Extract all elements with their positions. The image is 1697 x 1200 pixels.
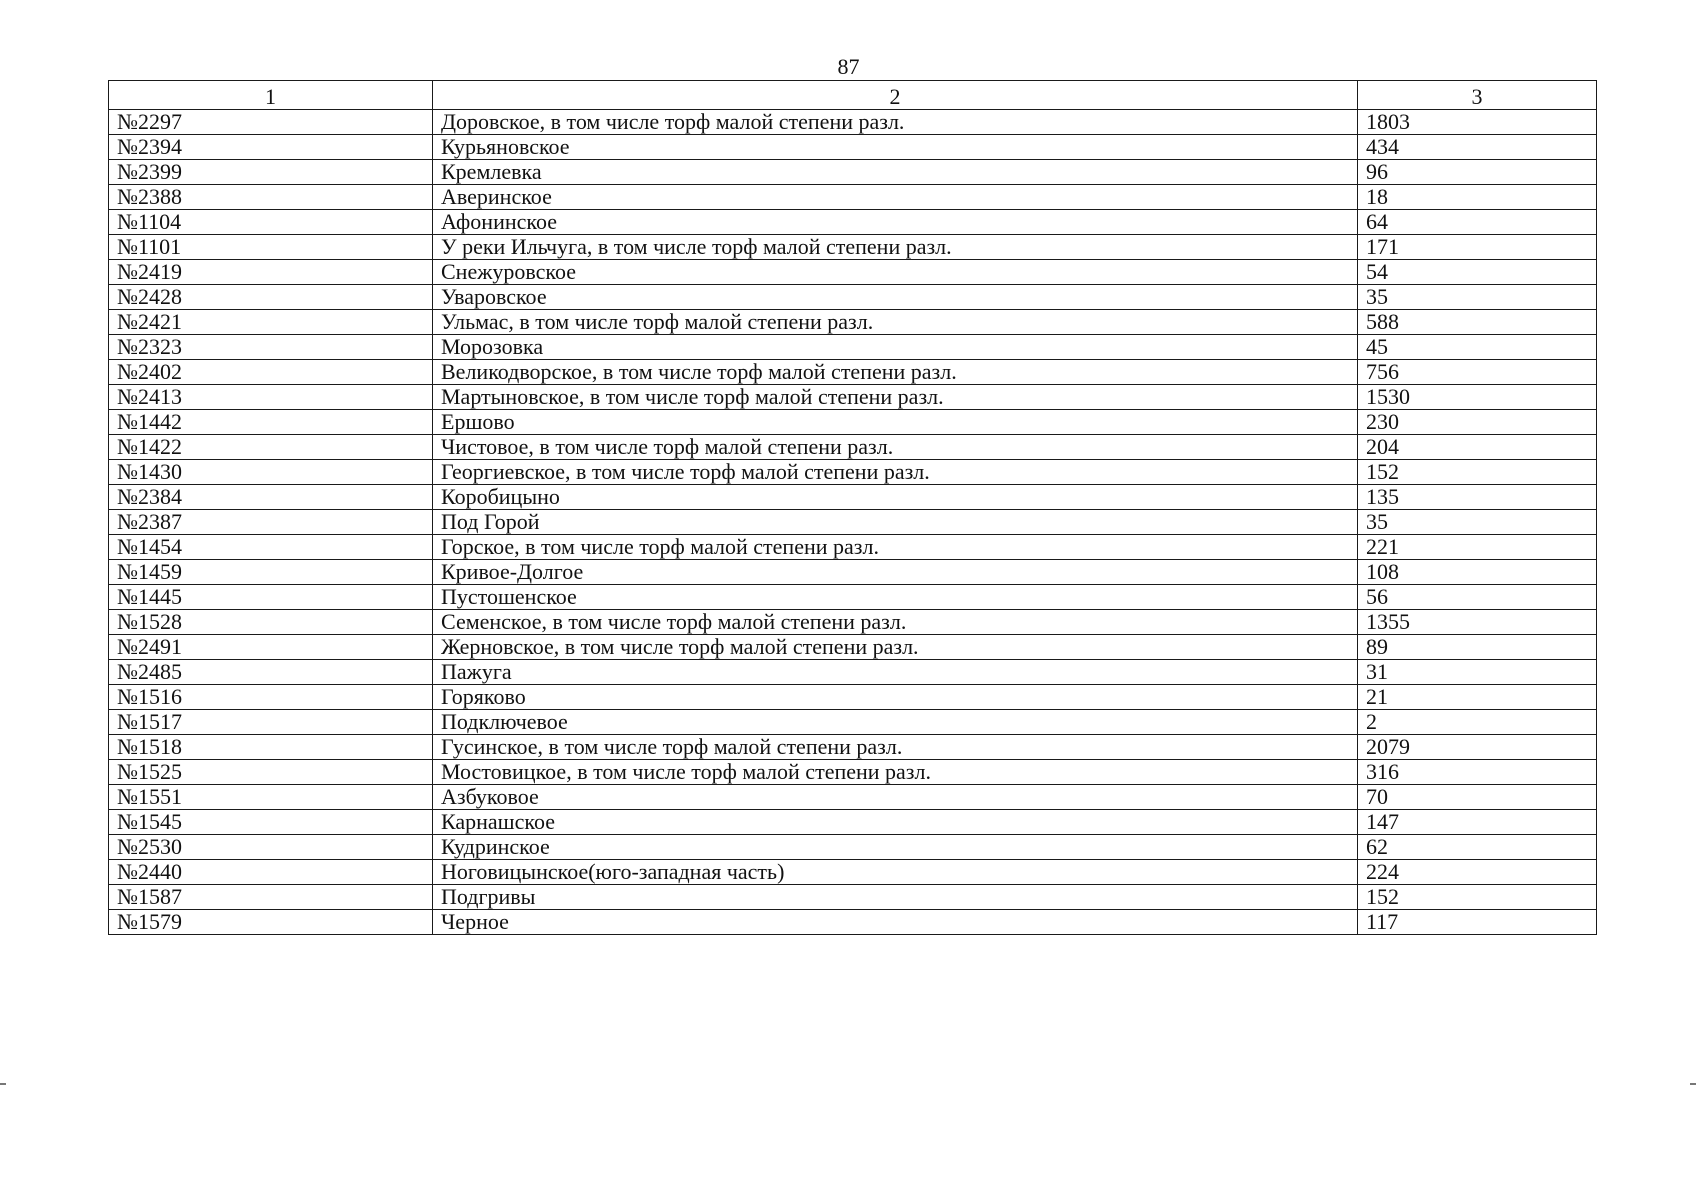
deposit-value-cell: 35 (1358, 510, 1597, 535)
deposit-name-cell: Кривое-Долгое (433, 560, 1358, 585)
deposit-number-cell: №1579 (109, 910, 433, 935)
table-row (109, 560, 1597, 585)
deposit-value-cell: 45 (1358, 335, 1597, 360)
table-row (109, 360, 1597, 385)
deposit-value-cell: 35 (1358, 285, 1597, 310)
deposit-value-cell: 434 (1358, 135, 1597, 160)
deposit-number-cell: №1525 (109, 760, 433, 785)
page-number (0, 54, 1697, 80)
deposit-name-cell: Ноговицынское(юго-западная часть) (433, 860, 1358, 885)
table-row (109, 760, 1597, 785)
table-row (109, 210, 1597, 235)
deposit-value-cell: 2079 (1358, 735, 1597, 760)
deposit-name-cell: Гусинское, в том числе торф малой степени разл. (433, 735, 1358, 760)
deposit-number-cell: №2428 (109, 285, 433, 310)
deposit-value-cell: 54 (1358, 260, 1597, 285)
deposit-number-cell: №2399 (109, 160, 433, 185)
table-row (109, 335, 1597, 360)
deposit-value-cell: 21 (1358, 685, 1597, 710)
deposit-name-cell: У реки Ильчуга, в том числе торф малой степени разл. (433, 235, 1358, 260)
deposit-name-cell: Мостовицкое, в том числе торф малой степени разл. (433, 760, 1358, 785)
deposit-number-cell: №2419 (109, 260, 433, 285)
deposit-value-cell: 756 (1358, 360, 1597, 385)
deposit-name-cell: Азбуковое (433, 785, 1358, 810)
deposit-name-cell: Черное (433, 910, 1358, 935)
deposit-number-cell: №1528 (109, 610, 433, 635)
table-body (109, 110, 1597, 935)
deposit-number-cell: №1459 (109, 560, 433, 585)
deposit-number-cell: №1422 (109, 435, 433, 460)
deposit-name-cell: Ершово (433, 410, 1358, 435)
deposit-number-cell: №1516 (109, 685, 433, 710)
deposit-number-cell: №2384 (109, 485, 433, 510)
deposit-value-cell: 89 (1358, 635, 1597, 660)
table-row (109, 510, 1597, 535)
deposit-number-cell: №2323 (109, 335, 433, 360)
table-row (109, 635, 1597, 660)
deposit-name-cell: Горяково (433, 685, 1358, 710)
deposit-value-cell: 96 (1358, 160, 1597, 185)
deposit-value-cell: 152 (1358, 460, 1597, 485)
deposit-number-cell: №2394 (109, 135, 433, 160)
table-row (109, 610, 1597, 635)
deposit-value-cell: 56 (1358, 585, 1597, 610)
page-number-text: 87 (837, 54, 860, 79)
scan-mark-right (1690, 1083, 1696, 1085)
table-row (109, 385, 1597, 410)
deposit-number-cell: №2530 (109, 835, 433, 860)
deposit-value-cell: 18 (1358, 185, 1597, 210)
deposit-name-cell: Горское, в том числе торф малой степени разл. (433, 535, 1358, 560)
deposit-number-cell: №2297 (109, 110, 433, 135)
deposit-name-cell: Ульмас, в том числе торф малой степени разл. (433, 310, 1358, 335)
deposit-number-cell: №2402 (109, 360, 433, 385)
deposit-name-cell: Великодворское, в том числе торф малой степени разл. (433, 360, 1358, 385)
deposit-name-cell: Коробицыно (433, 485, 1358, 510)
table-row (109, 585, 1597, 610)
header-col-1: 1 (109, 81, 433, 110)
deposit-name-cell: Семенское, в том числе торф малой степени разл. (433, 610, 1358, 635)
header-col-3: 3 (1358, 81, 1597, 110)
deposit-number-cell: №1454 (109, 535, 433, 560)
table-row (109, 535, 1597, 560)
deposit-value-cell: 171 (1358, 235, 1597, 260)
table-row (109, 735, 1597, 760)
deposit-value-cell: 221 (1358, 535, 1597, 560)
deposit-value-cell: 230 (1358, 410, 1597, 435)
deposit-number-cell: №1445 (109, 585, 433, 610)
table-row (109, 785, 1597, 810)
table-row (109, 810, 1597, 835)
deposit-value-cell: 204 (1358, 435, 1597, 460)
table-row (109, 135, 1597, 160)
deposit-value-cell: 117 (1358, 910, 1597, 935)
table-row (109, 885, 1597, 910)
deposit-number-cell: №2388 (109, 185, 433, 210)
deposit-number-cell: №2413 (109, 385, 433, 410)
deposit-name-cell: Под Горой (433, 510, 1358, 535)
deposit-name-cell: Курьяновское (433, 135, 1358, 160)
deposit-name-cell: Георгиевское, в том числе торф малой степени разл. (433, 460, 1358, 485)
table-row (109, 660, 1597, 685)
deposit-value-cell: 1530 (1358, 385, 1597, 410)
deposit-number-cell: №1104 (109, 210, 433, 235)
deposit-name-cell: Уваровское (433, 285, 1358, 310)
table-row (109, 185, 1597, 210)
deposit-name-cell: Кудринское (433, 835, 1358, 860)
deposit-number-cell: №2387 (109, 510, 433, 535)
header-row (109, 81, 1597, 110)
deposit-number-cell: №1545 (109, 810, 433, 835)
deposit-name-cell: Кремлевка (433, 160, 1358, 185)
header-col-2: 2 (433, 81, 1358, 110)
table-row (109, 910, 1597, 935)
deposit-value-cell: 224 (1358, 860, 1597, 885)
deposit-number-cell: №2421 (109, 310, 433, 335)
deposit-name-cell: Доровское, в том числе торф малой степени разл. (433, 110, 1358, 135)
deposit-number-cell: №1551 (109, 785, 433, 810)
deposit-value-cell: 135 (1358, 485, 1597, 510)
deposit-value-cell: 62 (1358, 835, 1597, 860)
deposit-value-cell: 2 (1358, 710, 1597, 735)
deposit-value-cell: 70 (1358, 785, 1597, 810)
deposit-number-cell: №1517 (109, 710, 433, 735)
table-row (109, 310, 1597, 335)
deposit-name-cell: Жерновское, в том числе торф малой степени разл. (433, 635, 1358, 660)
deposit-name-cell: Морозовка (433, 335, 1358, 360)
deposit-name-cell: Аверинское (433, 185, 1358, 210)
deposit-number-cell: №1442 (109, 410, 433, 435)
deposit-value-cell: 147 (1358, 810, 1597, 835)
deposit-name-cell: Подключевое (433, 710, 1358, 735)
deposit-name-cell: Афонинское (433, 210, 1358, 235)
table-row (109, 285, 1597, 310)
deposit-number-cell: №2440 (109, 860, 433, 885)
table-row (109, 485, 1597, 510)
data-table (108, 80, 1597, 935)
table-row (109, 160, 1597, 185)
deposit-number-cell: №1587 (109, 885, 433, 910)
table-row (109, 260, 1597, 285)
deposit-name-cell: Карнашское (433, 810, 1358, 835)
table-row (109, 710, 1597, 735)
deposit-value-cell: 64 (1358, 210, 1597, 235)
deposit-name-cell: Пустошенское (433, 585, 1358, 610)
table-row (109, 460, 1597, 485)
deposit-value-cell: 316 (1358, 760, 1597, 785)
deposit-name-cell: Мартыновское, в том числе торф малой степени разл. (433, 385, 1358, 410)
scan-mark-left (0, 1083, 6, 1085)
deposit-value-cell: 152 (1358, 885, 1597, 910)
deposit-name-cell: Чистовое, в том числе торф малой степени разл. (433, 435, 1358, 460)
table-row (109, 435, 1597, 460)
table-header (109, 81, 1597, 110)
deposit-number-cell: №1101 (109, 235, 433, 260)
deposit-value-cell: 1803 (1358, 110, 1597, 135)
deposit-value-cell: 108 (1358, 560, 1597, 585)
deposit-name-cell: Подгривы (433, 885, 1358, 910)
deposit-value-cell: 1355 (1358, 610, 1597, 635)
deposit-number-cell: №2485 (109, 660, 433, 685)
table-row (109, 835, 1597, 860)
deposit-value-cell: 588 (1358, 310, 1597, 335)
deposit-name-cell: Пажуга (433, 660, 1358, 685)
table-row (109, 410, 1597, 435)
deposit-number-cell: №1430 (109, 460, 433, 485)
deposit-number-cell: №1518 (109, 735, 433, 760)
deposit-value-cell: 31 (1358, 660, 1597, 685)
deposit-name-cell: Снежуровское (433, 260, 1358, 285)
table-row (109, 860, 1597, 885)
table-row (109, 685, 1597, 710)
table-row (109, 235, 1597, 260)
deposit-number-cell: №2491 (109, 635, 433, 660)
table-row (109, 110, 1597, 135)
